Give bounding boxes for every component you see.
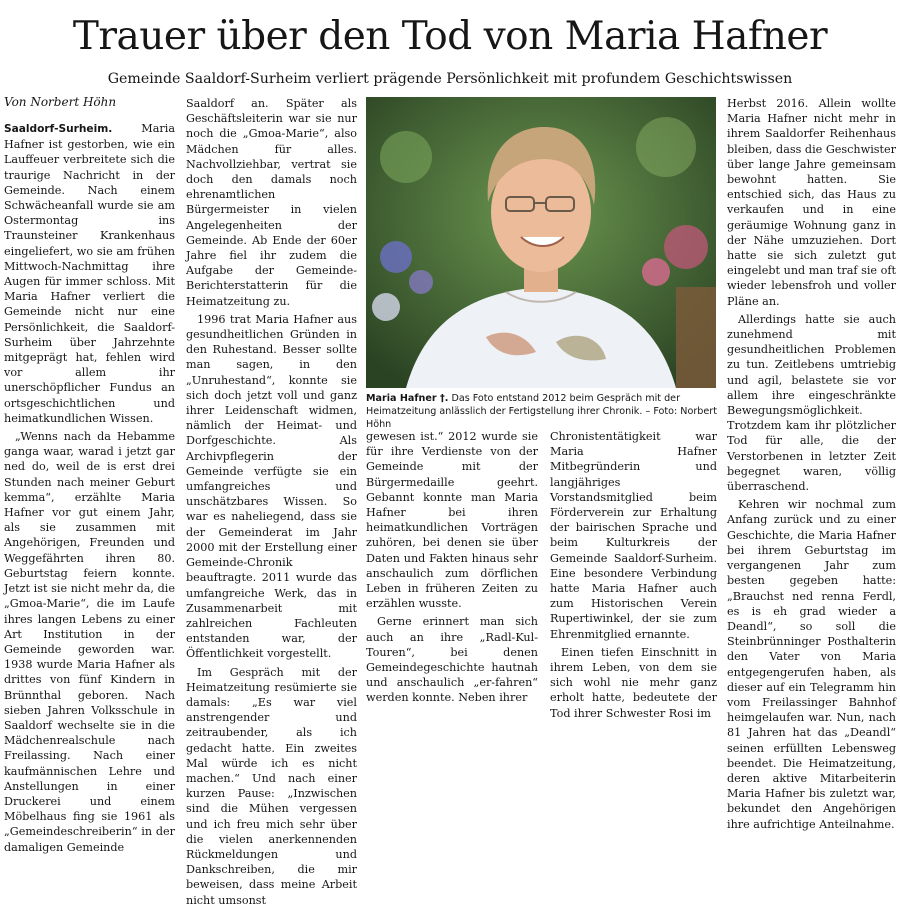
paragraph: Herbst 2016. Allein wollte Maria Hafner nicht mehr in ihrem Saaldorfer Reihenhaus bleiben, dass die Geschwister über lange Jahre gemeinsam bewohnt hatten. Sie entschied sich, das Haus zu verkaufen und in eine geräumige Wohnung ganz in der Nähe umzuziehen. Dort hatte sie sich zuletzt gut eingelebt und man traf sie oft wieder lebensfroh und voller Pläne an. xyxy=(727,97,896,308)
photo-caption xyxy=(366,392,718,431)
paragraph: Chronistentätigkeit war Maria Hafner Mitbegründerin und langjähriges Vorstandsmitglied beim Förderverein zur Erhaltung der bairischen Sprache und beim Kulturkreis der Gemeinde Saaldorf-Surheim. Eine besondere Verbindung hatte Maria Hafner auch zum Historischen Verein Rupertiwinkel, der sie zum Ehrenmitglied ernannte. xyxy=(550,430,717,641)
paragraph: Saaldorf an. Später als Geschäftsleiterin war sie nur noch die „Gmoa-Marie“, also Mädchen für alles. Nachvollziehbar, vertrat sie doch den damals noch ehrenamtlichen Bürgermeister in vielen Angelegenheiten der Gemeinde. Ab Ende der 60er Jahre fiel ihr zudem die Aufgabe der Gemeinde-Berichterstatterin für die Heimatzeitung zu. xyxy=(186,97,357,308)
article-column-2 xyxy=(186,96,357,908)
portrait-illustration xyxy=(366,97,716,388)
byline: Von Norbert Höhn xyxy=(4,95,117,109)
paragraph: Gerne erinnert man sich auch an ihre „Radl-Kul-Touren“, bei denen Gemeindegeschichte hautnah und anschaulich „er-fahren“ werden konnte. Neben ihrer xyxy=(366,615,538,705)
paragraph: Kehren wir nochmal zum Anfang zurück und zu einer Geschichte, die Maria Hafner bei ihrem Geburtstag im vergangenen Jahr zum besten gegeben hatte: „Brauchst ned renna Ferdl, es is eh grad wieder a Deandl“, so soll die Steinbrünninger Posthalterin den Vater von Maria entgegengerufen haben, als dieser auf ein Telegramm hin vom Freilassinger Bahnhof heimgelaufen war. Nun, nach 81 Jahren hat das „Deandl“ seinen erfüllten Lebensweg beendet. Die Heimatzeitung, deren aktive Mitarbeiterin Maria Hafner bis zuletzt war, bekundet den Angehörigen ihre aufrichtige Anteilnahme. xyxy=(727,498,896,831)
headline: Trauer über den Tod von Maria Hafner xyxy=(72,14,828,59)
paragraph xyxy=(4,121,175,426)
subheadline: Gemeinde Saaldorf-Surheim verliert prägende Persönlichkeit mit profundem Geschichtswissen xyxy=(107,71,793,87)
caption-text: Das Foto entstand 2012 beim Gespräch mit der Heimatzeitung anlässlich der Fertigstellung ihrer Chronik. xyxy=(366,393,681,417)
caption-name: Maria Hafner †. xyxy=(366,393,449,404)
paragraph: Allerdings hatte sie auch zunehmend mit gesundheitlichen Problemen zu tun. Zeitlebens umtriebig und agil, belastete sie vor allem ihre eingeschränkte Bewegungsmöglichkeit. Trotzdem kam ihr plötzlicher Tod für alle, die der Verstorbenen in letzter Zeit begegnet waren, völlig überraschend. xyxy=(727,312,896,494)
portrait-photo xyxy=(366,97,716,388)
article-column-4 xyxy=(550,429,717,721)
article-column-3 xyxy=(366,429,538,706)
paragraph: Im Gespräch mit der Heimatzeitung resümierte sie damals: „Es war viel anstrengender und zeitraubender, als ich gedacht hatte. Ein zweites Mal würde ich es nicht machen.“ Und nach einer kurzen Pause: „Inzwischen sind die Mühen vergessen und ich freu mich sehr über die vielen anerkennenden Rückmeldungen und Dankschreiben, die mir beweisen, dass meine Arbeit nicht umsonst xyxy=(186,665,357,907)
paragraph: gewesen ist.“ 2012 wurde sie für ihre Verdienste von der Gemeinde mit der Bürgermedaille geehrt. Gebannt konnte man Maria Hafner bei ihren heimatkundlichen Vorträgen zuhören, bei denen sie über Daten und Fakten hinaus sehr anschaulich zum dörflichen Leben in früheren Zeiten zu erzählen wusste. xyxy=(366,430,538,611)
article-column-1 xyxy=(4,121,175,855)
paragraph: 1996 trat Maria Hafner aus gesundheitlichen Gründen in den Ruhestand. Besser sollte man sagen, in den „Unruhestand“, konnte sie sich doch jetzt voll und ganz ihrer Leidenschaft widmen, nämlich der Heimat- und Dorfgeschichte. Als Archivpflegerin der Gemeinde verfügte sie ein umfangreiches und unschätzbares Wissen. So war es naheliegend, dass sie der Gemeinderat im Jahr 2000 mit der Erstellung einer Gemeinde-Chronik beauftragte. 2011 wurde das umfangreiche Werk, das in Zusammenarbeit mit zahlreichen Fachleuten entstanden war, der Öffentlichkeit vorgestellt. xyxy=(186,312,357,661)
paragraph: Einen tiefen Einschnitt in ihrem Leben, von dem sie sich wohl nie mehr ganz erholt hatte, bedeutete der Tod ihrer Schwester Rosi im xyxy=(550,645,717,720)
paragraph: „Wenns nach da Hebamme ganga waar, warad i jetzt gar ned do, weil de is erst drei Stunden nach meiner Geburt kemma“, erzählte Maria Hafner vor gut einem Jahr, als sie zusammen mit Angehörigen, Freunden und Weggefährten ihren 80. Geburtstag feiern konnte. Jetzt ist sie nicht mehr da, die „Gmoa-Marie“, die im Laufe ihres langen Lebens zu einer Art Institution in der Gemeinde geworden war. 1938 wurde Maria Hafner als drittes von fünf Kindern in Brünnthal geboren. Nach sieben Jahren Volksschule in Saaldorf wechselte sie in die Mädchenrealschule nach Freilassing. Nach einer kaufmännischen Lehre und Anstellungen in einer Druckerei und einem Möbelhaus fing sie 1961 als „Gemeindeschreiberin“ in der damaligen Gemeinde xyxy=(4,430,175,854)
caption-credit: – Foto: Norbert Höhn xyxy=(366,406,717,430)
article-column-5 xyxy=(727,96,896,832)
paragraph-text: Maria Hafner ist gestorben, wie ein Lauffeuer verbreitete sich die traurige Nachricht in der Gemeinde. Nach einem Schwächeanfall wurde sie am Ostermontag ins Traunsteiner Krankenhaus eingeliefert, wo sie am frühen Mittwoch-Nachmittag ihre Augen für immer schloss. Mit Maria Hafner verliert die Gemeinde nicht nur eine Persönlichkeit, die Saaldorf-Surheim über Jahrzehnte mitgeprägt hat, fehlen wird vor allem ihr unerschöpflicher Fundus an ortsgeschichtlichen und heimatkundlichen Wissen. xyxy=(4,122,175,425)
dateline: Saaldorf-Surheim. xyxy=(4,123,113,135)
